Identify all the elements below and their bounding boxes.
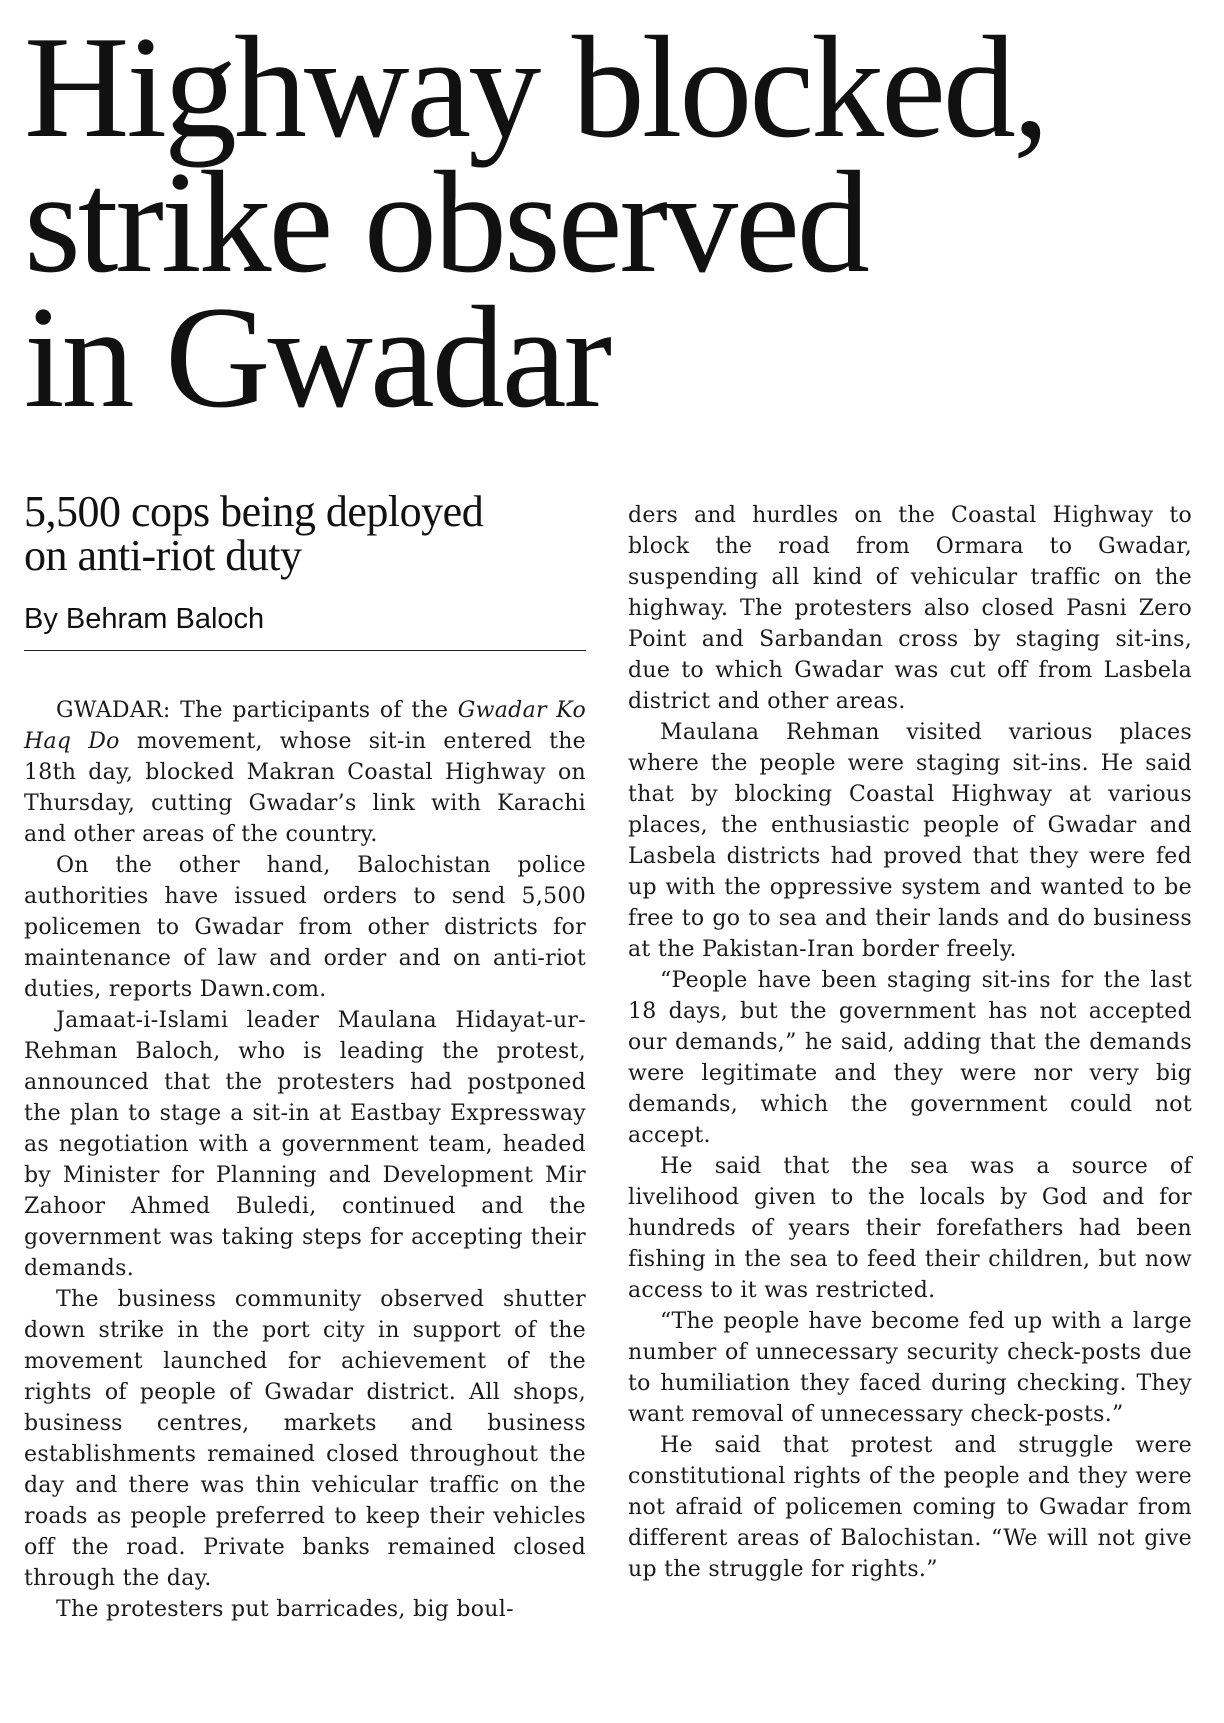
dateline-text: GWADAR: The participants of the [56,698,458,723]
newspaper-clipping [24,6,1196,1710]
paragraph-2: On the other hand, Balochistan police authorities have issued orders to send 5,500 policemen to Gwadar from other districts for maintenance of law and order and on anti-riot duties, reports Dawn.com. [24,853,586,1002]
left-column [24,478,586,1625]
paragraph-3: Jamaat-i-Islami leader Maulana Hidayat-ur-Rehman Baloch, who is leading the protest, announced that the protesters had postponed the plan to stage a sit-in at Eastbay Expressway as negotiation with a government team, headed by Minister for Planning and Development Mir Zahoor Ahmed Buledi, continued and the government was taking steps for accepting their demands. [24,1008,586,1281]
right-column-body [628,500,1192,1585]
headline [24,6,1196,438]
paragraph-8: He said that the sea was a source of livelihood given to the locals by God and for hundreds of years their forefathers had been fishing in the sea to feed their children, but now access to it was restricted. [628,1154,1192,1303]
headline-line-2: strike observed [24,141,867,303]
right-column [628,500,1192,1585]
paragraph-9: “The people have become fed up with a large number of unnecessary security check-posts due to humiliation they faced during checking. They want removal of unnecessary check-posts.” [628,1309,1192,1427]
paragraph-7: “People have been staging sit-ins for the last 18 days, but the government has not accepted our demands,” he said, adding that the demands were legitimate and they were nor very big demands, which the government could not accept. [628,968,1192,1148]
headline-line-3: in Gwadar [24,276,610,438]
article-columns [24,478,1196,1710]
subheadline [24,487,586,580]
subheadline-line-1: 5,500 cops being deployed [24,487,484,536]
byline: By Behram Baloch [24,602,586,651]
paragraph-6: Maulana Rehman visited various places where the people were staging sit-ins. He said that by blocking Coastal Highway at various places, the enthusiastic people of Gwadar and Lasbela districts had proved that they were fed up with the oppressive system and wanted to be free to go to sea and their lands and do business at the Pakistan-Iran border freely. [628,720,1192,962]
paragraph-5-continued: ders and hurdles on the Coastal Highway to block the road from Ormara to Gwadar, suspending all kind of vehicular traffic on the highway. The protesters also closed Pasni Zero Point and Sarbandan cross by staging sit-ins, due to which Gwadar was cut off from Lasbela district and other areas. [628,503,1192,714]
paragraph-5-start: The protesters put barricades, big boul- [56,1597,514,1622]
movement-name: Gwadar Ko Haq Do [24,698,586,754]
paragraph-1 [24,695,586,850]
subheadline-line-2: on anti-riot duty [24,531,302,580]
paragraph-10: He said that protest and struggle were constitutional rights of the people and they were not afraid of policemen coming to Gwadar from different areas of Balochistan. “We will not give up the struggle for rights.” [628,1433,1192,1582]
headline-line-1: Highway blocked, [24,6,1047,168]
paragraph-4: The business community observed shutter down strike in the port city in support of the movement launched for achievement of the rights of people of Gwadar district. All shops, business centres, markets and business establishments remained closed throughout the day and there was thin vehicular traffic on the roads as people preferred to keep their vehicles off the road. Private banks remained closed through the day. [24,1287,586,1591]
left-column-body [24,695,586,1625]
paragraph-1-rest: movement, whose sit-in entered the 18th day, blocked Makran Coastal Highway on Thursday, cutting Gwadar’s link with Karachi and other areas of the country. [24,729,587,847]
